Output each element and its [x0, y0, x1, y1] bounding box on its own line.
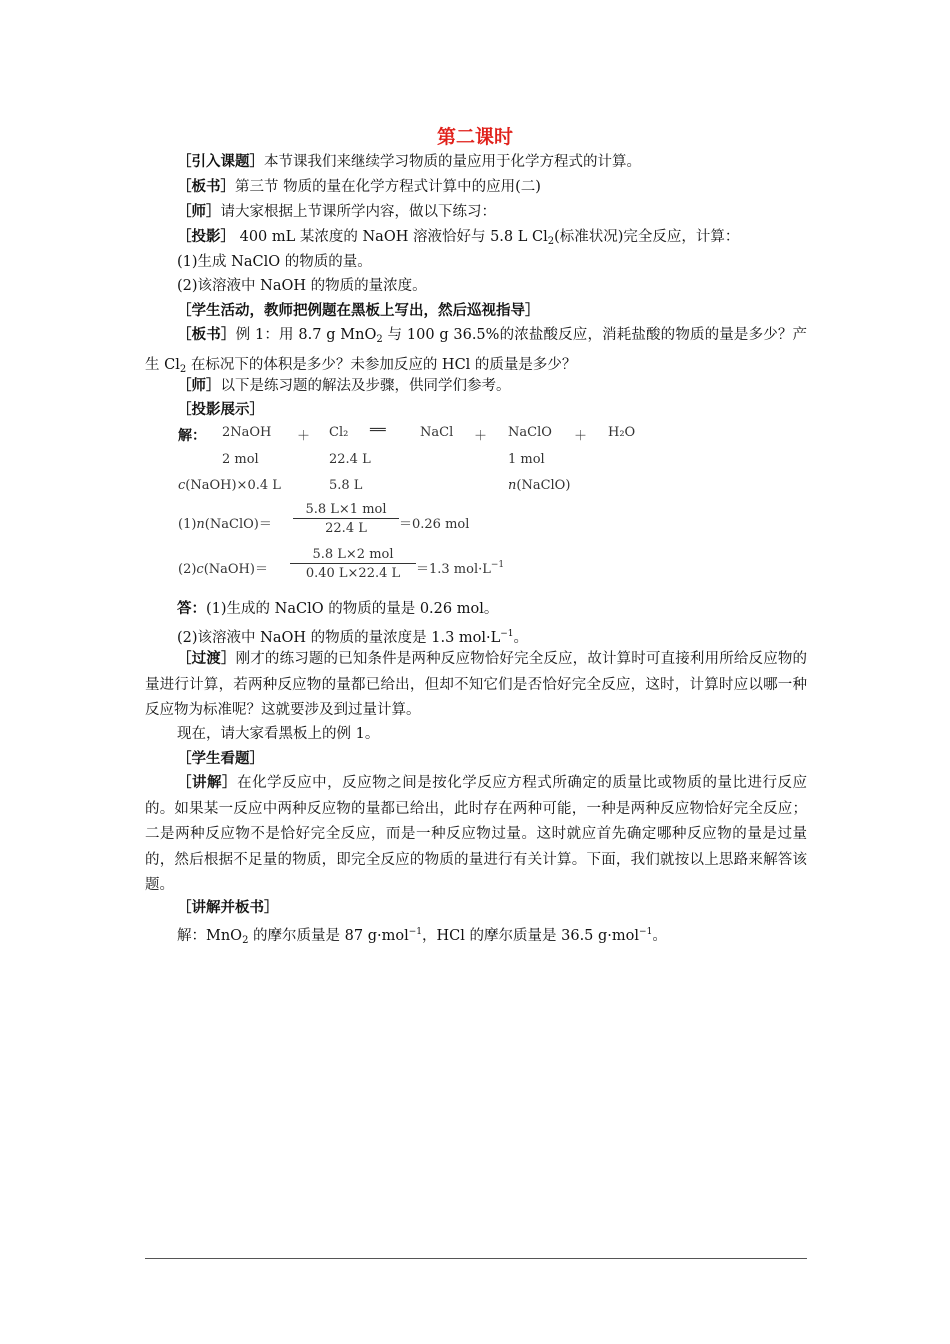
explain-board-tag: ［讲解并板书］ [177, 900, 279, 916]
reactant-naoh: 2NaOH [222, 425, 272, 440]
product-naclo: NaClO [508, 425, 552, 440]
molar-mass-end: 。 [652, 928, 667, 944]
calc-2-lhs [178, 558, 268, 577]
calc-2-number: (2) [178, 562, 197, 577]
example-text: 例 1：用 8.7 g MnO [235, 327, 377, 343]
student-read-line [177, 749, 264, 769]
plus-sign: ＋ [474, 429, 488, 444]
given-volume: 5.8 L [329, 478, 363, 493]
teacher-tag: ［师］ [177, 204, 221, 220]
unknown-naoh [178, 478, 281, 493]
intro-line [177, 152, 641, 172]
molar-mass-text: ，HCl 的摩尔质量是 36.5 g·mol [422, 928, 640, 944]
question-2: (2)该溶液中 NaOH 的物质的量浓度。 [177, 278, 427, 294]
answer-1-text: (1)生成的 NaClO 的物质的量是 0.26 mol。 [206, 601, 499, 617]
calc-2-result-text: ＝1.3 mol·L [416, 562, 491, 577]
projection-tag: ［投影］ [177, 229, 235, 245]
board-line [177, 177, 541, 197]
superscript: −1 [490, 560, 505, 570]
equals-sign: ══ [370, 423, 386, 438]
solution-label: 解： [178, 428, 206, 444]
student-read-tag: ［学生看题］ [177, 751, 264, 767]
coef-naclo: 1 mol [508, 452, 545, 467]
calc-2-denominator: 0.40 L×22.4 L [305, 566, 401, 581]
subscript: 2 [376, 334, 383, 345]
student-activity-line [177, 301, 540, 321]
intro-text: 本节课我们来继续学习物质的量应用于化学方程式的计算。 [264, 154, 641, 170]
answer-2 [177, 624, 528, 648]
explanation-text: 在化学反应中，反应物之间是按化学反应方程式所确定的质量比或物质的量比进行反应的。如果某一反应中两种反应物的量都已给出，此时存在两种可能，一种是两种反应物恰好完全反应；二是两种反应物不是恰好完全反应，而是一种反应物过量。这时就应首先确定哪种反应物的量是过量的，然后根据不足量的物质，即完全反应的物质的量进行有关计算。下面，我们就按以上思路来解答该题。 [145, 775, 808, 893]
projection-text-end: (标准状况)完全反应，计算： [554, 229, 740, 245]
product-h2o: H₂O [608, 425, 636, 440]
superscript: −1 [639, 927, 653, 937]
answer-2-end: 。 [513, 630, 529, 646]
now-line: 现在，请大家看黑板上的例 1。 [177, 726, 380, 742]
var-c: c [196, 562, 204, 577]
var-n: n [196, 517, 205, 532]
calc-2-numerator: 5.8 L×2 mol [290, 547, 416, 564]
calc-1-fraction [293, 502, 399, 536]
molar-mass-text: 的摩尔质量是 87 g·mol [248, 928, 409, 944]
explanation-tag: ［讲解］ [177, 775, 238, 791]
projection-line [177, 227, 739, 252]
plus-sign: ＋ [297, 429, 311, 444]
var-c: c [178, 478, 186, 493]
product-nacl: NaCl [420, 425, 454, 440]
subscript: 2 [179, 363, 187, 375]
calc-2-result [416, 558, 504, 577]
unknown-naclo-text: (NaClO) [516, 478, 571, 493]
explanation-paragraph [145, 771, 807, 899]
var-n: n [508, 478, 517, 493]
transition-text: 刚才的练习题的已知条件是两种反应物恰好完全反应，故计算时可直接利用所给反应物的量进行计算，若两种反应物的量都已给出，但却不知它们是否恰好完全反应，这时，计算时应以哪一种反应物为标准呢？这就要涉及到过量计算。 [145, 651, 808, 718]
student-activity-tag: ［学生活动，教师把例题在黑板上写出，然后巡视指导］ [177, 303, 540, 319]
projection-text: 400 mL 某浓度的 NaOH 溶液恰好与 5.8 L Cl [235, 229, 548, 245]
page-title: 第二课时 [436, 126, 513, 148]
example-paragraph [145, 323, 807, 382]
calc-1-lhs-text: (NaClO)＝ [204, 517, 272, 532]
coef-naoh: 2 mol [222, 452, 259, 467]
subscript: 2 [242, 935, 249, 946]
teacher-text: 请大家根据上节课所学内容，做以下练习： [220, 204, 496, 220]
example-text: 与 100 g 36.5%的浓盐酸反应，消耗盐酸的物质的量是多少？产生 Cl [145, 327, 808, 373]
calc-1-numerator: 5.8 L×1 mol [293, 502, 399, 519]
teacher-line-2 [177, 376, 511, 396]
molar-mass-text: 解：MnO [177, 928, 243, 944]
superscript: −1 [500, 629, 514, 639]
calc-1-result: ＝0.26 mol [399, 517, 470, 532]
projection-show-line [177, 400, 264, 420]
unknown-naoh-text: (NaOH)×0.4 L [185, 478, 281, 493]
projection-show-tag: ［投影展示］ [177, 402, 264, 418]
teacher-line [177, 202, 496, 222]
transition-tag: ［过渡］ [177, 651, 236, 667]
question-1: (1)生成 NaClO 的物质的量。 [177, 254, 372, 270]
explain-board-line [177, 898, 279, 918]
board-text: 第三节 物质的量在化学方程式计算中的应用(二) [235, 179, 541, 195]
footer-rule [145, 1258, 807, 1259]
reactant-cl2: Cl₂ [329, 425, 349, 440]
answer-2-text: (2)该溶液中 NaOH 的物质的量浓度是 1.3 mol·L [177, 630, 501, 646]
intro-tag: ［引入课题］ [177, 154, 264, 170]
unknown-naclo [508, 478, 570, 493]
calc-1-number: (1) [178, 517, 197, 532]
answer-1 [177, 599, 498, 619]
plus-sign: ＋ [574, 429, 588, 444]
calc-2-fraction [290, 547, 416, 581]
subscript: 2 [547, 236, 555, 247]
teacher-tag-2: ［师］ [177, 378, 221, 394]
board-tag: ［板书］ [177, 179, 235, 195]
example-tag: ［板书］ [177, 327, 236, 343]
answer-tag: 答： [177, 601, 206, 617]
teacher-text-2: 以下是练习题的解法及步骤，供同学们参考。 [220, 378, 511, 394]
example-text: 在标况下的体积是多少？未参加反应的 HCl 的质量是多少？ [186, 356, 577, 373]
calc-1-lhs [178, 513, 272, 532]
transition-paragraph [145, 647, 807, 724]
calc-2-lhs-text: (NaOH)＝ [203, 562, 268, 577]
coef-cl2: 22.4 L [329, 452, 371, 467]
molar-mass-line [177, 922, 667, 951]
superscript: −1 [408, 927, 423, 937]
calc-1-denominator: 22.4 L [325, 521, 367, 536]
